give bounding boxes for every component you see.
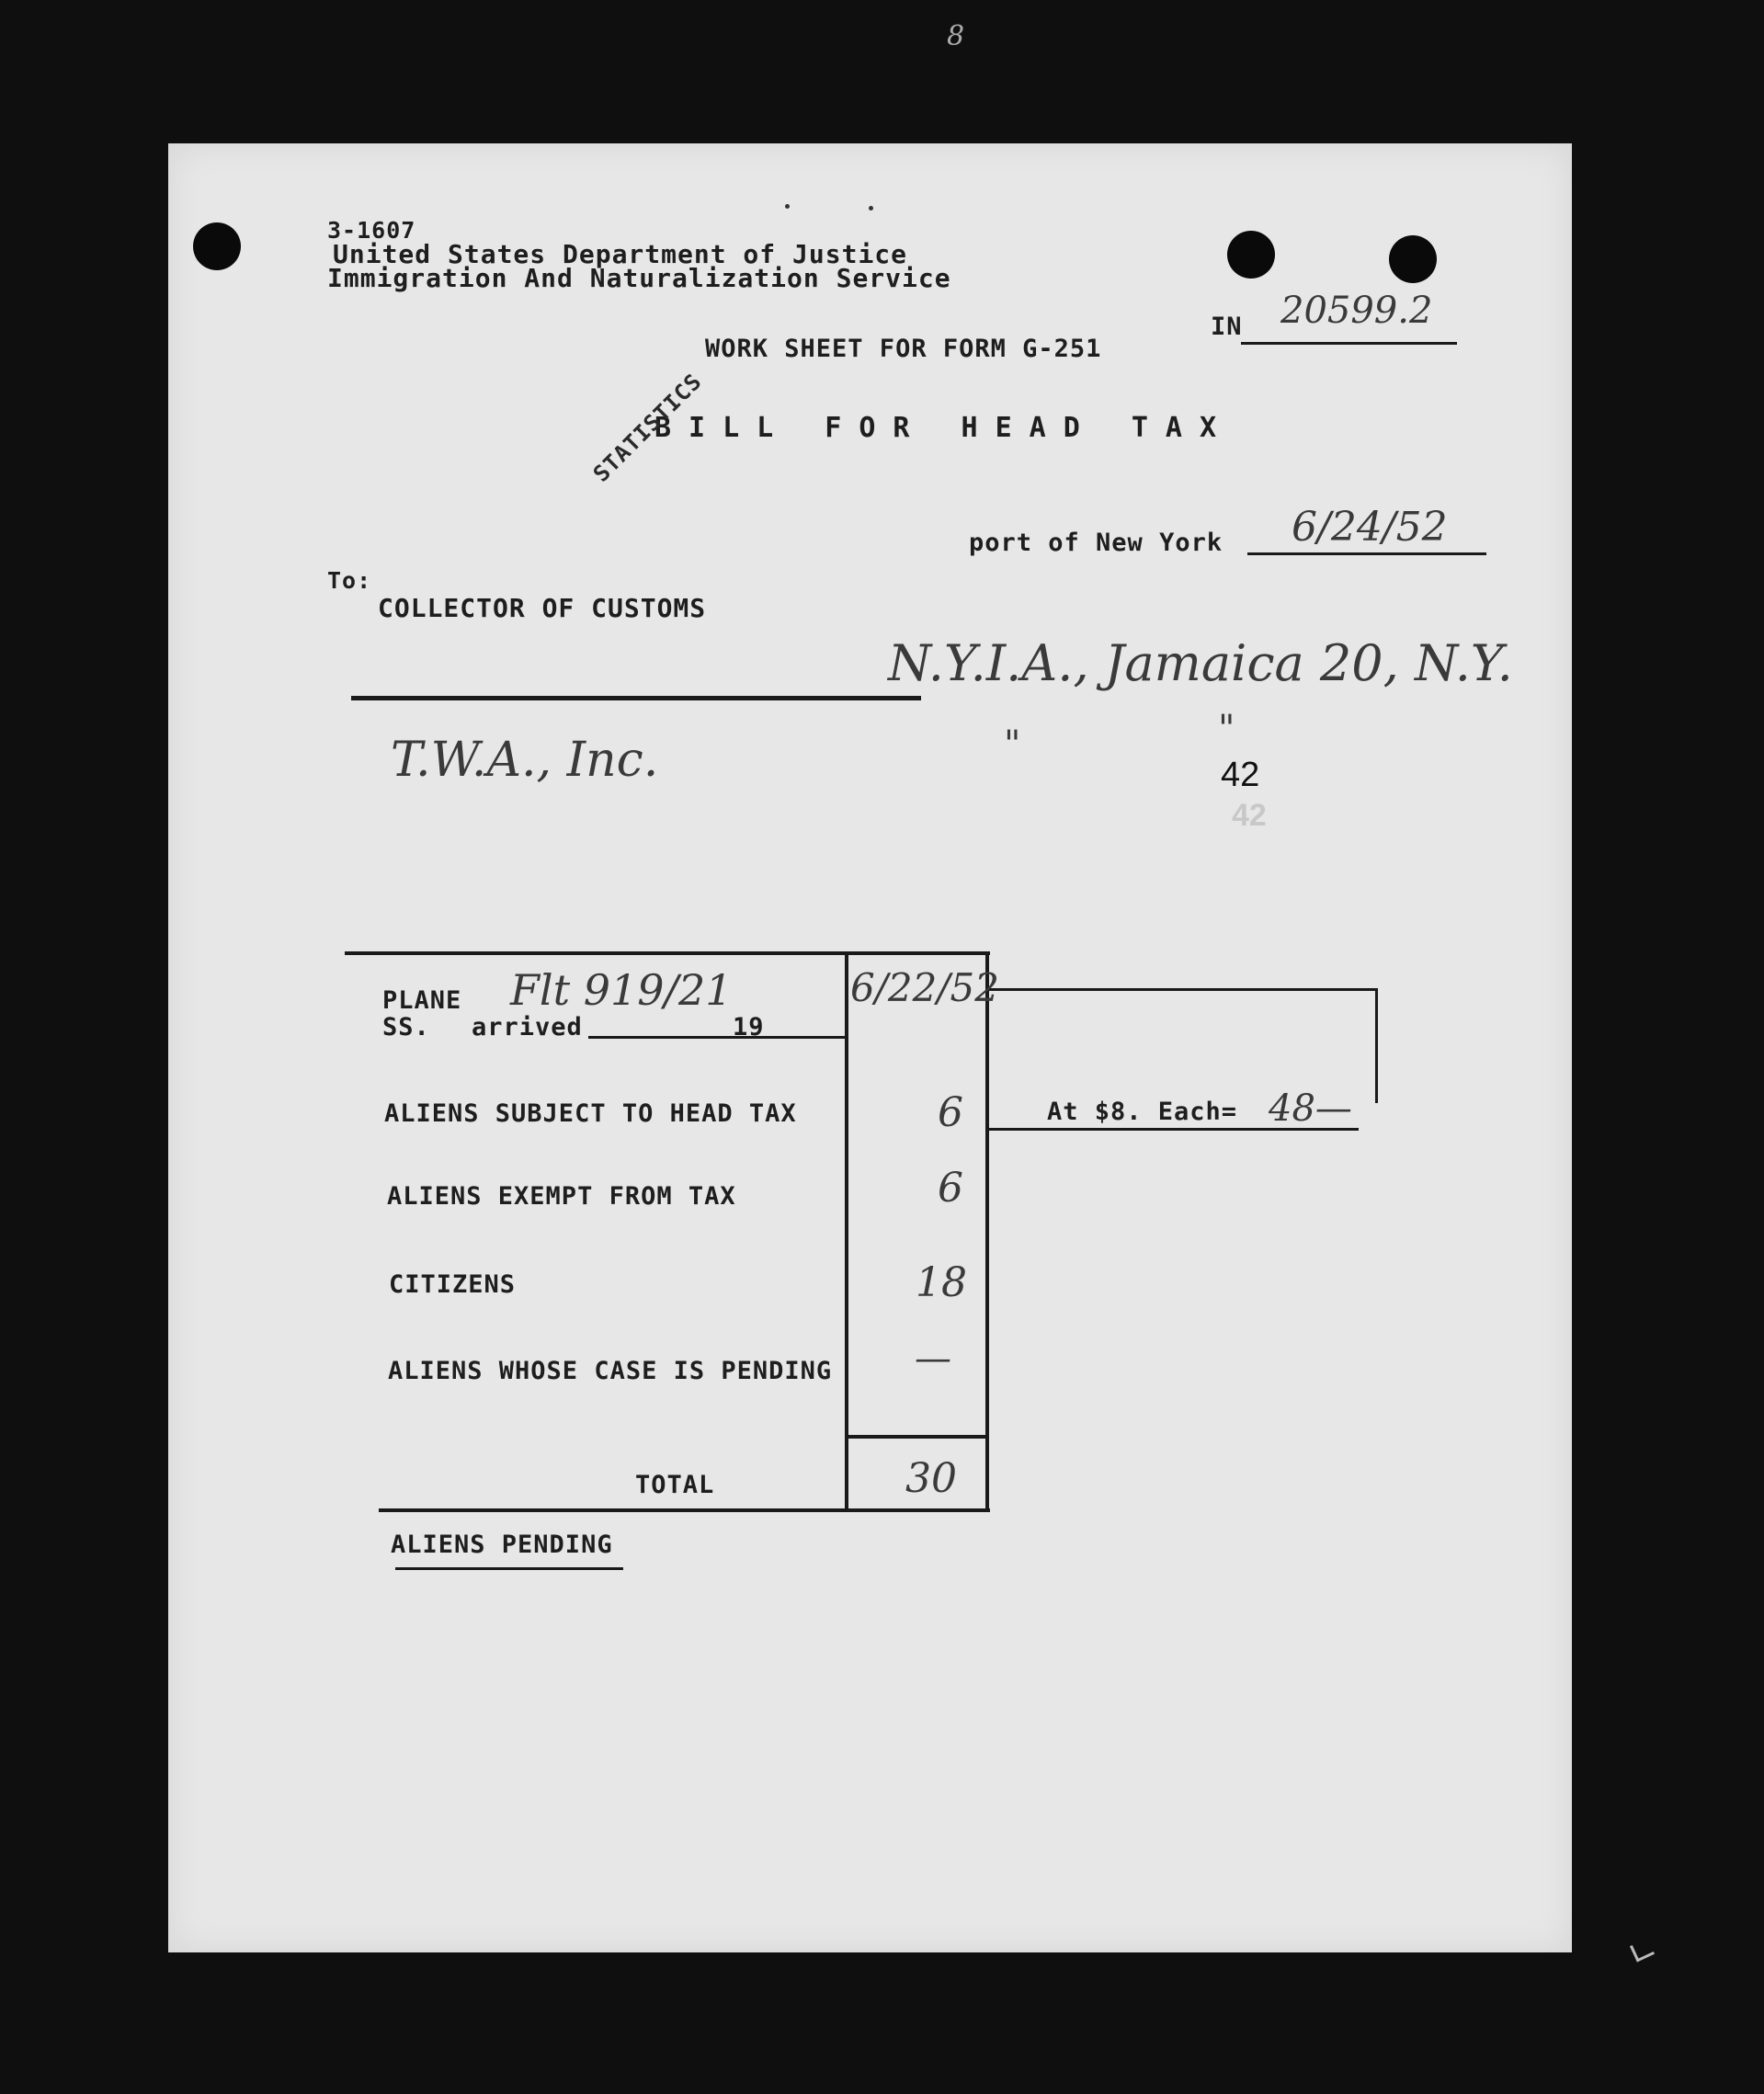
sheet-number-faint: 42	[1232, 798, 1267, 833]
aliens-pending-label: ALIENS PENDING	[391, 1531, 613, 1559]
pending-underline	[395, 1567, 623, 1570]
row-label-citizens: CITIZENS	[389, 1270, 517, 1299]
row-value-citizens: 18	[916, 1259, 967, 1306]
worksheet-title: WORK SHEET FOR FORM G-251	[705, 335, 1102, 363]
date-underline	[1247, 552, 1486, 555]
bill-title: BILL FOR HEAD TAX	[654, 412, 1235, 444]
carrier-name: T.W.A., Inc.	[391, 733, 659, 788]
row-value-exempt: 6	[938, 1165, 963, 1212]
in-label: IN	[1211, 313, 1243, 341]
punch-hole-right-1	[1227, 231, 1275, 279]
arrival-date: 6/22/52	[850, 965, 999, 1010]
total-value: 30	[905, 1455, 957, 1502]
total-separator	[845, 1435, 989, 1439]
year-prefix: 19	[733, 1013, 765, 1041]
row-label-exempt: ALIENS EXEMPT FROM TAX	[387, 1182, 736, 1211]
frame-number: 8	[947, 20, 965, 52]
table-col-right	[985, 951, 989, 1512]
plane-underline	[588, 1036, 848, 1039]
rate-label: At $8. Each=	[1047, 1098, 1238, 1126]
total-label: TOTAL	[635, 1471, 715, 1499]
rate-amount: 48—	[1269, 1087, 1352, 1130]
statistics-stamp: STATISTICS	[588, 368, 708, 487]
address-underline	[351, 696, 921, 700]
row-label-pending: ALIENS WHOSE CASE IS PENDING	[388, 1357, 833, 1385]
collector-name: COLLECTOR OF CUSTOMS	[378, 593, 707, 623]
in-underline	[1241, 342, 1457, 345]
punch-hole-right-2	[1389, 235, 1437, 283]
port-label: port of New York	[969, 529, 1223, 557]
row-value-subject: 6	[938, 1089, 963, 1136]
row-value-pending: —	[915, 1337, 951, 1380]
film-mark	[1630, 1938, 1655, 1962]
flight-number: Flt 919/21	[510, 965, 733, 1015]
ditto-mark-2: "	[1218, 708, 1235, 750]
row-label-subject: ALIENS SUBJECT TO HEAD TAX	[384, 1099, 797, 1128]
agency-line-1: United States Department of Justice	[333, 239, 908, 269]
sheet-number: 42	[1221, 756, 1260, 794]
typewriter-speck	[785, 204, 790, 209]
airport-address: N.Y.I.A., Jamaica 20, N.Y.	[888, 634, 1513, 692]
table-top-border	[345, 951, 990, 955]
rate-box-top	[989, 988, 1378, 991]
rate-box-right	[1375, 988, 1378, 1103]
typewriter-speck	[869, 206, 873, 211]
arrived-label: arrived	[472, 1013, 583, 1041]
ss-label: SS.	[382, 1013, 430, 1041]
punch-hole-left	[193, 222, 241, 270]
table-bottom-border	[379, 1508, 990, 1512]
form-number: 3-1607	[327, 217, 416, 244]
to-label: To:	[327, 567, 372, 594]
bill-date: 6/24/52	[1292, 504, 1448, 551]
ditto-mark-1: "	[1004, 723, 1021, 766]
in-number: 20599.2	[1280, 290, 1433, 332]
agency-line-2: Immigration And Naturalization Service	[327, 263, 951, 293]
plane-label: PLANE	[382, 986, 462, 1015]
